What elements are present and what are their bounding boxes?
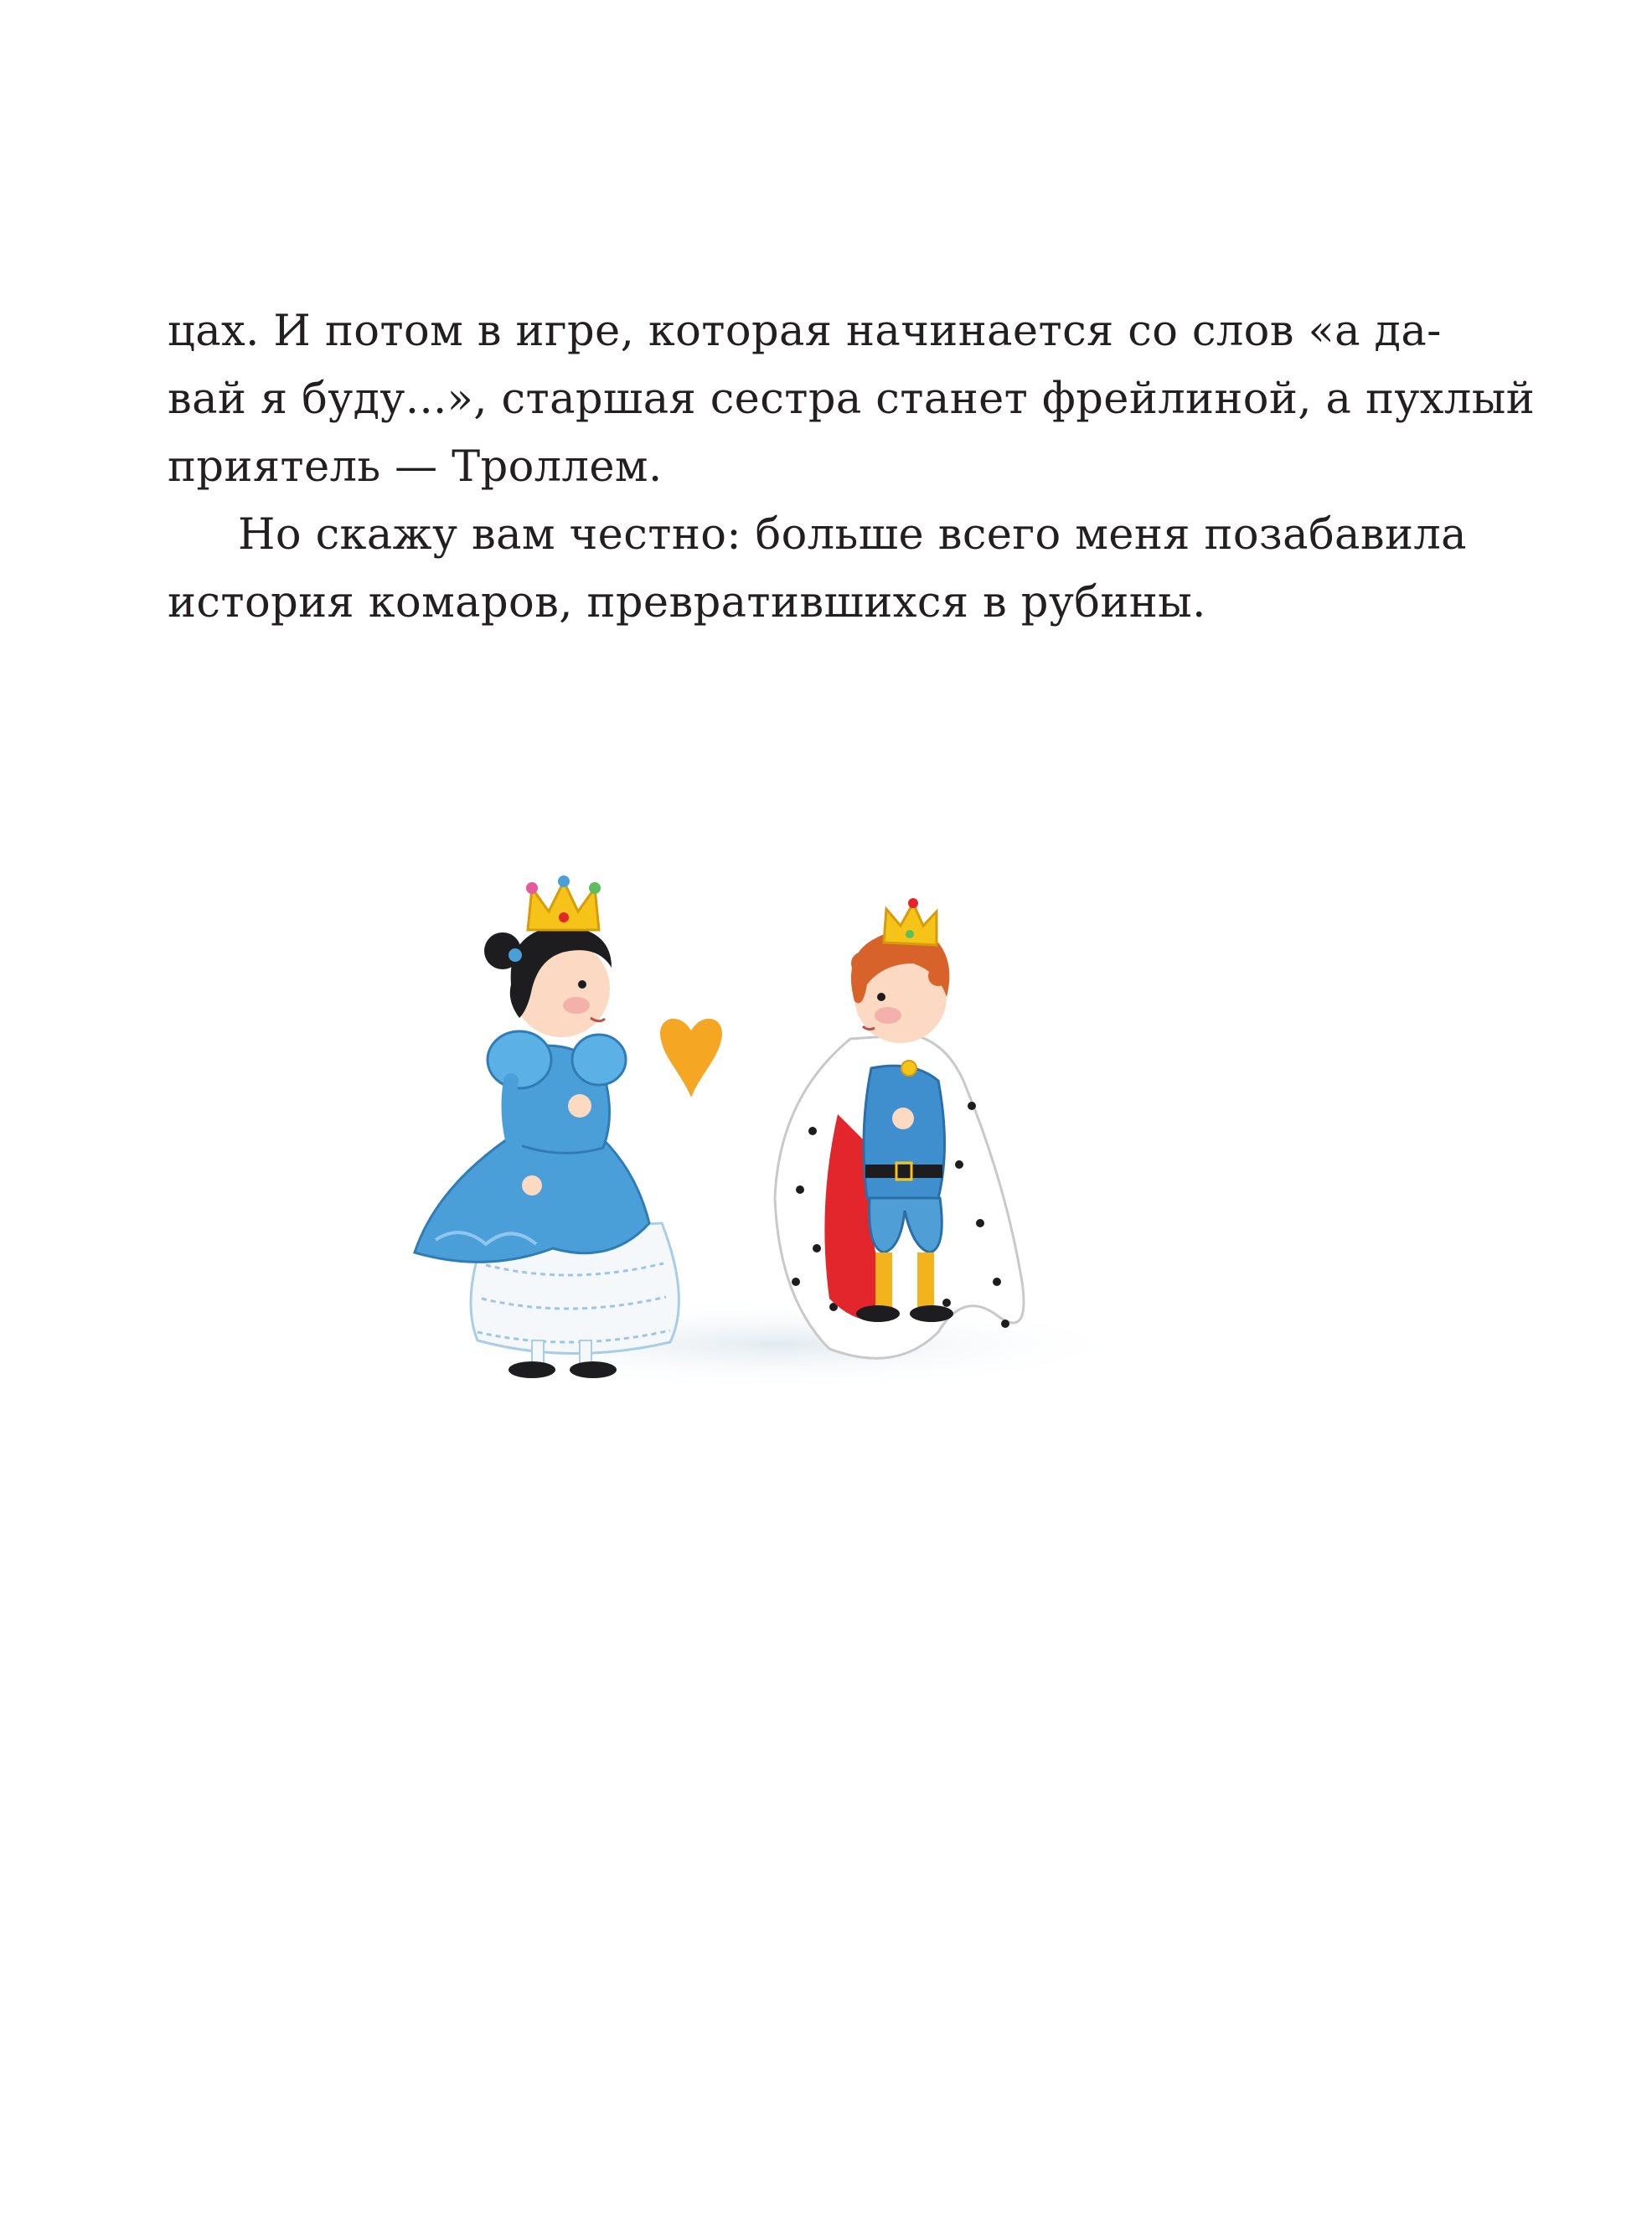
text-line: приятель — Троллем. <box>168 442 663 492</box>
text-line: история комаров, превратившихся в рубины. <box>168 578 1206 628</box>
princess-figure <box>415 875 679 1378</box>
text-line: цах. И потом в игре, которая начинается со слов «а да- <box>168 307 1442 356</box>
paragraph-1 <box>168 297 1536 501</box>
body-text <box>168 297 1536 637</box>
text-line: Но скажу вам честно: больше всего меня позабавила <box>238 510 1467 560</box>
heart-icon <box>660 1019 722 1098</box>
paragraph-2 <box>168 501 1467 637</box>
text-line: вай я буду...», старшая сестра станет фрейлиной, а пухлый <box>168 374 1536 424</box>
prince-figure <box>775 898 1024 1358</box>
princess-prince-illustration <box>360 829 1215 1466</box>
